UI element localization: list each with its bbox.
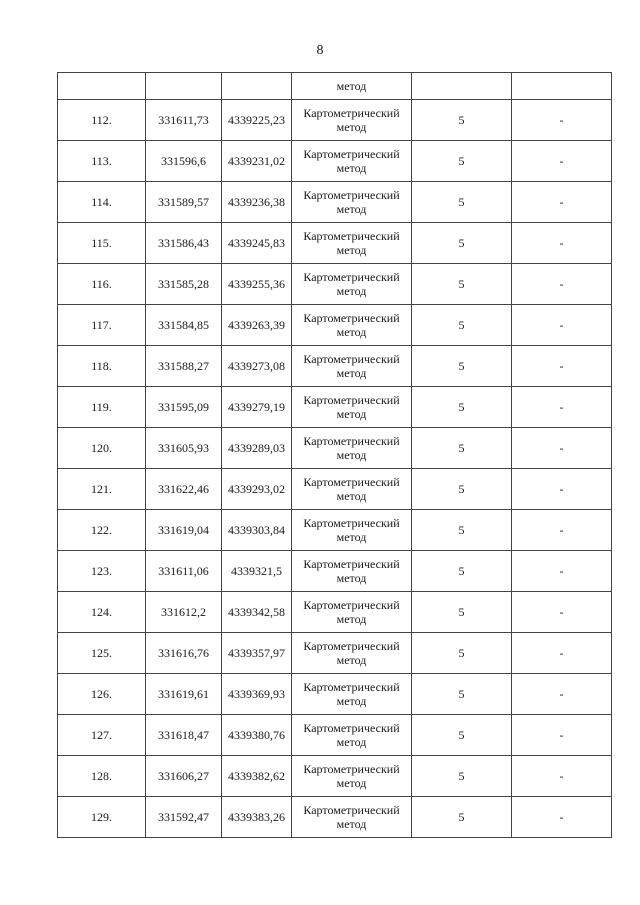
cell-y: 4339293,02 (222, 469, 292, 510)
cell-x: 331589,57 (146, 182, 222, 223)
cell-note: - (512, 428, 612, 469)
method-line: Картометрический (303, 106, 400, 120)
cell-note: - (512, 346, 612, 387)
table-row (58, 469, 612, 510)
cell-number: 129. (58, 797, 146, 838)
method-line: Картометрический (303, 352, 400, 366)
cell-note: - (512, 100, 612, 141)
cell-note: - (512, 715, 612, 756)
cell-method (292, 346, 412, 387)
method-line: метод (336, 284, 367, 298)
method-line: метод (336, 161, 367, 175)
cell-note: - (512, 141, 612, 182)
cell-x: 331584,85 (146, 305, 222, 346)
cell-y: 4339369,93 (222, 674, 292, 715)
cell-number: 112. (58, 100, 146, 141)
cell-method (292, 264, 412, 305)
cell-number: 122. (58, 510, 146, 551)
cell-method (292, 141, 412, 182)
cell-number (58, 73, 146, 100)
cell-note: - (512, 674, 612, 715)
cell-accuracy: 5 (412, 141, 512, 182)
cell-accuracy: 5 (412, 633, 512, 674)
table-row (58, 223, 612, 264)
cell-y (222, 73, 292, 100)
cell-number: 128. (58, 756, 146, 797)
table-row (58, 551, 612, 592)
coordinates-table (57, 72, 612, 838)
cell-number: 121. (58, 469, 146, 510)
cell-x: 331612,2 (146, 592, 222, 633)
cell-note: - (512, 551, 612, 592)
cell-number: 114. (58, 182, 146, 223)
method-line: метод (336, 571, 367, 585)
cell-note: - (512, 387, 612, 428)
cell-x: 331611,06 (146, 551, 222, 592)
method-line: Картометрический (303, 762, 400, 776)
method-line: метод (336, 202, 367, 216)
method-line: метод (336, 530, 367, 544)
cell-method (292, 633, 412, 674)
cell-x: 331588,27 (146, 346, 222, 387)
cell-accuracy: 5 (412, 264, 512, 305)
cell-accuracy: 5 (412, 469, 512, 510)
table-row (58, 715, 612, 756)
cell-method (292, 387, 412, 428)
cell-note: - (512, 305, 612, 346)
continuation-row (58, 73, 612, 100)
table-row (58, 797, 612, 838)
cell-y: 4339255,36 (222, 264, 292, 305)
method-line: метод (336, 489, 367, 503)
cell-method (292, 592, 412, 633)
cell-note: - (512, 264, 612, 305)
method-line: Картометрический (303, 680, 400, 694)
method-line: метод (336, 120, 367, 134)
cell-number: 126. (58, 674, 146, 715)
cell-method (292, 510, 412, 551)
table-row (58, 387, 612, 428)
cell-accuracy: 5 (412, 182, 512, 223)
cell-x: 331585,28 (146, 264, 222, 305)
cell-y: 4339342,58 (222, 592, 292, 633)
method-line: Картометрический (303, 475, 400, 489)
method-line: Картометрический (303, 516, 400, 530)
cell-y: 4339263,39 (222, 305, 292, 346)
cell-accuracy: 5 (412, 674, 512, 715)
cell-y: 4339273,08 (222, 346, 292, 387)
table-row (58, 592, 612, 633)
table-row (58, 141, 612, 182)
cell-y: 4339303,84 (222, 510, 292, 551)
cell-method (292, 428, 412, 469)
table-row (58, 674, 612, 715)
cell-y: 4339225,23 (222, 100, 292, 141)
method-line: метод (336, 653, 367, 667)
method-line: метод (336, 325, 367, 339)
method-line: Картометрический (303, 270, 400, 284)
cell-x: 331616,76 (146, 633, 222, 674)
cell-method (292, 305, 412, 346)
table-row (58, 346, 612, 387)
method-line: метод (336, 694, 367, 708)
cell-note: - (512, 756, 612, 797)
cell-number: 116. (58, 264, 146, 305)
cell-y: 4339380,76 (222, 715, 292, 756)
cell-number: 118. (58, 346, 146, 387)
cell-x: 331618,47 (146, 715, 222, 756)
table-row (58, 756, 612, 797)
method-line: Картометрический (303, 557, 400, 571)
cell-number: 125. (58, 633, 146, 674)
cell-y: 4339383,26 (222, 797, 292, 838)
cell-method (292, 674, 412, 715)
cell-method (292, 100, 412, 141)
cell-x (146, 73, 222, 100)
cell-x: 331595,09 (146, 387, 222, 428)
cell-method: метод (292, 73, 412, 100)
cell-accuracy: 5 (412, 305, 512, 346)
table-row (58, 264, 612, 305)
method-line: метод (336, 735, 367, 749)
table-row (58, 100, 612, 141)
cell-accuracy: 5 (412, 387, 512, 428)
table-body (58, 73, 612, 838)
cell-note: - (512, 510, 612, 551)
method-line: метод (336, 448, 367, 462)
method-line: Картометрический (303, 598, 400, 612)
cell-method (292, 715, 412, 756)
cell-accuracy (412, 73, 512, 100)
cell-method (292, 756, 412, 797)
cell-accuracy: 5 (412, 756, 512, 797)
cell-method (292, 182, 412, 223)
cell-x: 331592,47 (146, 797, 222, 838)
cell-method (292, 469, 412, 510)
cell-x: 331619,61 (146, 674, 222, 715)
method-line: Картометрический (303, 311, 400, 325)
table-row (58, 182, 612, 223)
method-line: метод (336, 366, 367, 380)
cell-note: - (512, 223, 612, 264)
page-number: 8 (316, 43, 324, 58)
method-line: Картометрический (303, 188, 400, 202)
cell-note (512, 73, 612, 100)
table-row (58, 428, 612, 469)
cell-y: 4339236,38 (222, 182, 292, 223)
method-line: Картометрический (303, 721, 400, 735)
cell-number: 119. (58, 387, 146, 428)
table-row (58, 305, 612, 346)
method-line: Картометрический (303, 393, 400, 407)
method-line: Картометрический (303, 434, 400, 448)
cell-y: 4339357,97 (222, 633, 292, 674)
method-line: Картометрический (303, 803, 400, 817)
cell-accuracy: 5 (412, 428, 512, 469)
cell-note: - (512, 797, 612, 838)
cell-method (292, 797, 412, 838)
cell-note: - (512, 469, 612, 510)
cell-accuracy: 5 (412, 715, 512, 756)
cell-accuracy: 5 (412, 346, 512, 387)
cell-number: 117. (58, 305, 146, 346)
cell-method (292, 551, 412, 592)
cell-x: 331611,73 (146, 100, 222, 141)
cell-number: 124. (58, 592, 146, 633)
cell-y: 4339279,19 (222, 387, 292, 428)
cell-method (292, 223, 412, 264)
method-line: метод (336, 776, 367, 790)
cell-y: 4339231,02 (222, 141, 292, 182)
cell-x: 331606,27 (146, 756, 222, 797)
cell-x: 331619,04 (146, 510, 222, 551)
method-line: метод (336, 407, 367, 421)
method-line: метод (336, 817, 367, 831)
method-line: Картометрический (303, 229, 400, 243)
cell-number: 115. (58, 223, 146, 264)
cell-y: 4339289,03 (222, 428, 292, 469)
cell-number: 127. (58, 715, 146, 756)
cell-x: 331605,93 (146, 428, 222, 469)
cell-y: 4339382,62 (222, 756, 292, 797)
cell-y: 4339245,83 (222, 223, 292, 264)
cell-accuracy: 5 (412, 551, 512, 592)
cell-accuracy: 5 (412, 797, 512, 838)
cell-note: - (512, 592, 612, 633)
cell-number: 123. (58, 551, 146, 592)
cell-note: - (512, 633, 612, 674)
table-row (58, 633, 612, 674)
method-line: метод (336, 612, 367, 626)
cell-accuracy: 5 (412, 100, 512, 141)
cell-accuracy: 5 (412, 223, 512, 264)
cell-note: - (512, 182, 612, 223)
cell-x: 331596,6 (146, 141, 222, 182)
method-line: Картометрический (303, 639, 400, 653)
cell-y: 4339321,5 (222, 551, 292, 592)
cell-x: 331586,43 (146, 223, 222, 264)
table-row (58, 510, 612, 551)
method-line: метод (336, 243, 367, 257)
cell-accuracy: 5 (412, 592, 512, 633)
method-line: Картометрический (303, 147, 400, 161)
cell-accuracy: 5 (412, 510, 512, 551)
cell-x: 331622,46 (146, 469, 222, 510)
cell-number: 113. (58, 141, 146, 182)
cell-number: 120. (58, 428, 146, 469)
